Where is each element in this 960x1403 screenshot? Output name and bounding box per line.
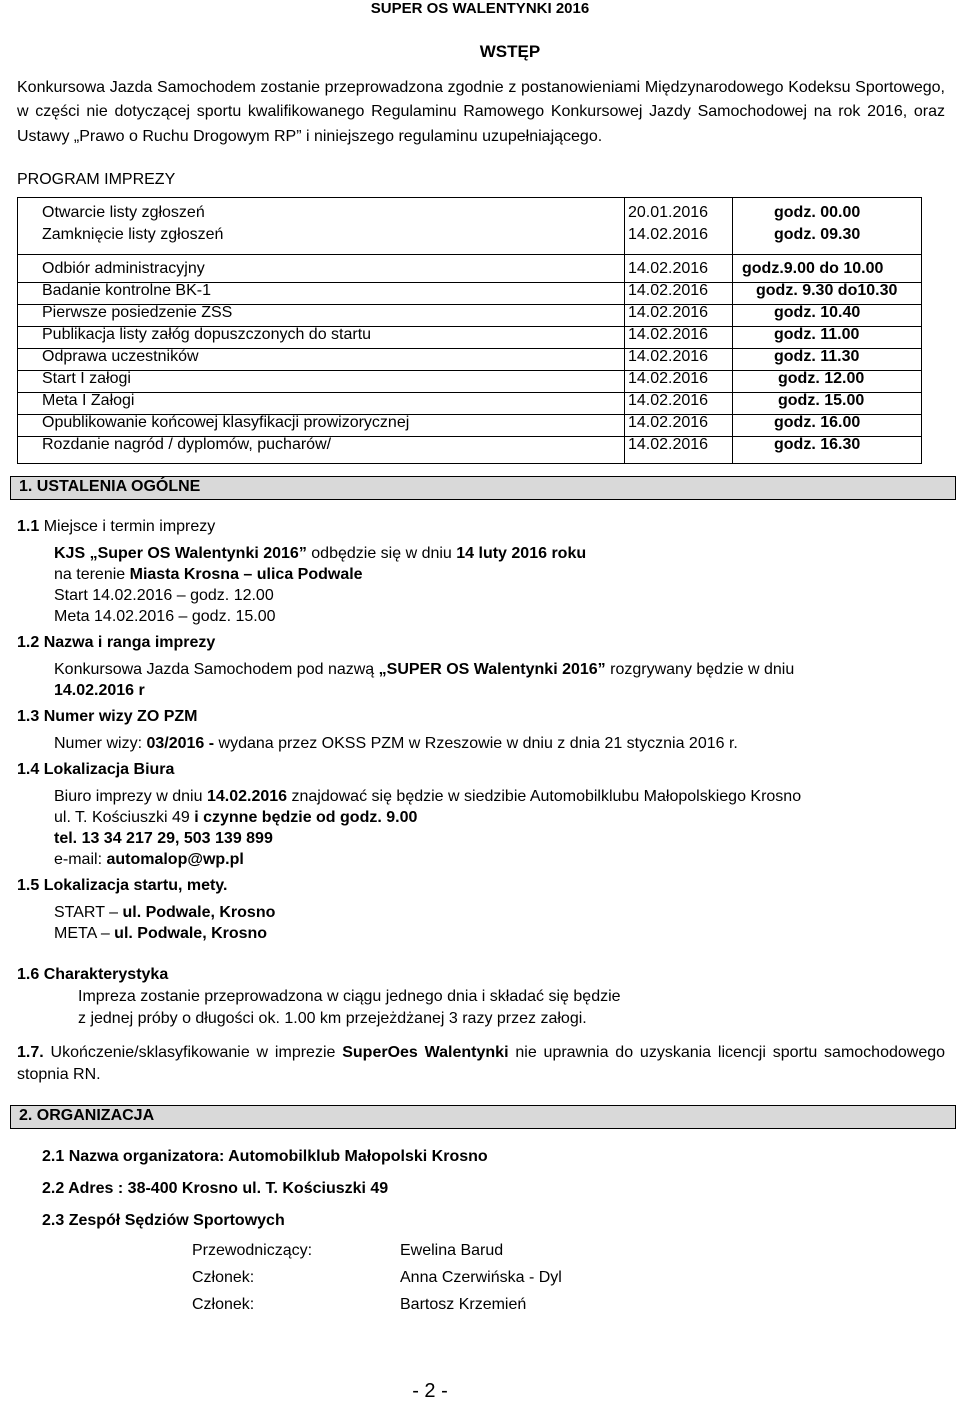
judge-role: Przewodniczący: (192, 1242, 313, 1259)
event-finish-line: Meta 14.02.2016 – godz. 15.00 (54, 608, 276, 625)
section-2-title: 2. ORGANIZACJA (19, 1107, 155, 1124)
program-event-name: Badanie kontrolne BK-1 (42, 282, 211, 299)
program-event-time: godz. 15.00 (778, 392, 865, 409)
program-event-date: 14.02.2016 (628, 326, 709, 343)
program-event-name: Pierwsze posiedzenie ZSS (42, 304, 233, 321)
judge-name: Bartosz Krzemień (400, 1296, 527, 1313)
program-event-time: godz. 16.00 (774, 414, 861, 431)
program-event-time: godz. 12.00 (778, 370, 865, 387)
program-event-time: godz. 16.30 (774, 436, 861, 453)
program-event-name: Start I załogi (42, 370, 131, 387)
office-hours-line: ul. T. Kościuszki 49 i czynne będzie od godz. 9.00 (54, 809, 418, 826)
program-event-time: godz. 9.30 do10.30 (756, 282, 898, 299)
judge-name: Ewelina Barud (400, 1242, 504, 1259)
program-event-name: Odbiór administracyjny (42, 260, 205, 277)
subsection-1-5-heading: 1.5 Lokalizacja startu, mety. (17, 877, 228, 894)
program-event-time: godz. 11.00 (774, 326, 860, 343)
program-event-time: godz. 11.30 (774, 348, 860, 365)
program-row (18, 414, 921, 435)
program-event-time: godz. 10.40 (774, 304, 861, 321)
event-name-line: KJS „Super OS Walentynki 2016” odbędzie się w dniu 14 luty 2016 roku (54, 545, 587, 562)
intro-paragraph: Konkursowa Jazda Samochodem zostanie przeprowadzona zgodnie z postanowieniami Międzynarodowego Kodeksu Sportowego, w części nie dotyczącej sportu kwalifikowanego Regulaminu Ramowego Konkursowej Jazdy Samochodowej na rok 2016, oraz Ustawy „Prawo o Ruchu Drogowym RP” i niniejszego regulaminu uzupełniającego. (17, 79, 945, 145)
page-number: - 2 - (412, 1380, 448, 1402)
program-event-date: 14.02.2016 (628, 226, 709, 243)
judge-role: Członek: (192, 1296, 255, 1313)
section-1-heading-bar (10, 476, 956, 500)
program-event-date: 14.02.2016 (628, 414, 709, 431)
subsection-1-7-paragraph: 1.7. Ukończenie/sklasyfikowanie w imprezie SuperOes Walentynki nie uprawnia do uzyskania licencji sportu samochodowego stopnia RN. (17, 1044, 946, 1083)
program-row (18, 348, 921, 369)
program-row (18, 392, 921, 413)
subsection-1-6-heading: 1.6 Charakterystyka (17, 966, 169, 983)
visa-number-line: Numer wizy: 03/2016 - wydana przez OKSS PZM w Rzeszowie w dniu z dnia 21 stycznia 2016 r. (54, 735, 738, 752)
office-location-line: Biuro imprezy w dniu 14.02.2016 znajdować się będzie w siedzibie Automobilklubu Małopolskiego Krosno (54, 788, 802, 805)
event-rank-line: Konkursowa Jazda Samochodem pod nazwą „SUPER OS Walentynki 2016” rozgrywany będzie w dniu (54, 661, 795, 678)
program-event-name: Publikacja listy załóg dopuszczonych do startu (42, 326, 372, 343)
program-event-time: godz. 09.30 (774, 226, 861, 243)
program-event-date: 14.02.2016 (628, 392, 709, 409)
program-row (18, 282, 921, 303)
subsection-1-3-heading: 1.3 Numer wizy ZO PZM (17, 708, 198, 725)
organizer-address-line: 2.2 Adres : 38-400 Krosno ul. T. Kościuszki 49 (42, 1180, 389, 1197)
finish-location-line: META – ul. Podwale, Krosno (54, 925, 268, 942)
subsection-1-4-heading: 1.4 Lokalizacja Biura (17, 761, 175, 778)
subsection-1-1-heading: 1.1 Miejsce i termin imprezy (17, 518, 216, 535)
program-table (17, 197, 922, 464)
program-heading: PROGRAM IMPREZY (17, 171, 176, 188)
judge-role: Członek: (192, 1269, 255, 1286)
event-start-line: Start 14.02.2016 – godz. 12.00 (54, 587, 274, 604)
judge-name: Anna Czerwińska - Dyl (400, 1269, 562, 1286)
table-divider (18, 254, 921, 255)
office-phone-line: tel. 13 34 217 29, 503 139 899 (54, 830, 273, 847)
section-2-heading-bar (10, 1105, 956, 1129)
event-location-line: na terenie Miasta Krosna – ulica Podwale (54, 566, 363, 583)
program-event-name: Meta I Załogi (42, 392, 135, 409)
program-event-date: 14.02.2016 (628, 348, 709, 365)
program-event-name: Opublikowanie końcowej klasyfikacji prowizorycznej (42, 414, 410, 431)
program-event-time: godz. 00.00 (774, 204, 861, 221)
program-event-date: 14.02.2016 (628, 260, 709, 277)
program-event-time: godz.9.00 do 10.00 (742, 260, 884, 277)
organizer-name-line: 2.1 Nazwa organizatora: Automobilklub Małopolski Krosno (42, 1148, 488, 1165)
characteristics-line-2: z jednej próby o długości ok. 1.00 km przejeżdżanej 3 razy przez załogi. (78, 1010, 587, 1027)
office-email-line: e-mail: automalop@wp.pl (54, 851, 244, 868)
program-event-date: 14.02.2016 (628, 370, 709, 387)
program-event-name: Odprawa uczestników (42, 348, 199, 365)
program-row (18, 226, 921, 247)
characteristics-line-1: Impreza zostanie przeprowadzona w ciągu jednego dnia i składać się będzie (78, 988, 621, 1005)
program-row (18, 204, 921, 225)
program-row (18, 436, 921, 457)
program-row (18, 326, 921, 347)
event-rank-date: 14.02.2016 r (54, 682, 145, 699)
program-event-name: Rozdanie nagród / dyplomów, pucharów/ (42, 436, 332, 453)
subsection-1-2-heading: 1.2 Nazwa i ranga imprezy (17, 634, 216, 651)
program-row (18, 304, 921, 325)
start-location-line: START – ul. Podwale, Krosno (54, 904, 276, 921)
program-event-date: 20.01.2016 (628, 204, 709, 221)
program-event-date: 14.02.2016 (628, 282, 709, 299)
judges-heading: 2.3 Zespół Sędziów Sportowych (42, 1212, 285, 1229)
program-event-date: 14.02.2016 (628, 304, 709, 321)
program-event-date: 14.02.2016 (628, 436, 709, 453)
program-row (18, 260, 921, 281)
program-event-name: Otwarcie listy zgłoszeń (42, 204, 205, 221)
document-header-title: SUPER OS WALENTYNKI 2016 (370, 0, 590, 17)
intro-heading: WSTĘP (479, 42, 541, 61)
program-event-name: Zamknięcie listy zgłoszeń (42, 226, 224, 243)
program-row (18, 370, 921, 391)
section-1-title: 1. USTALENIA OGÓLNE (19, 478, 201, 495)
